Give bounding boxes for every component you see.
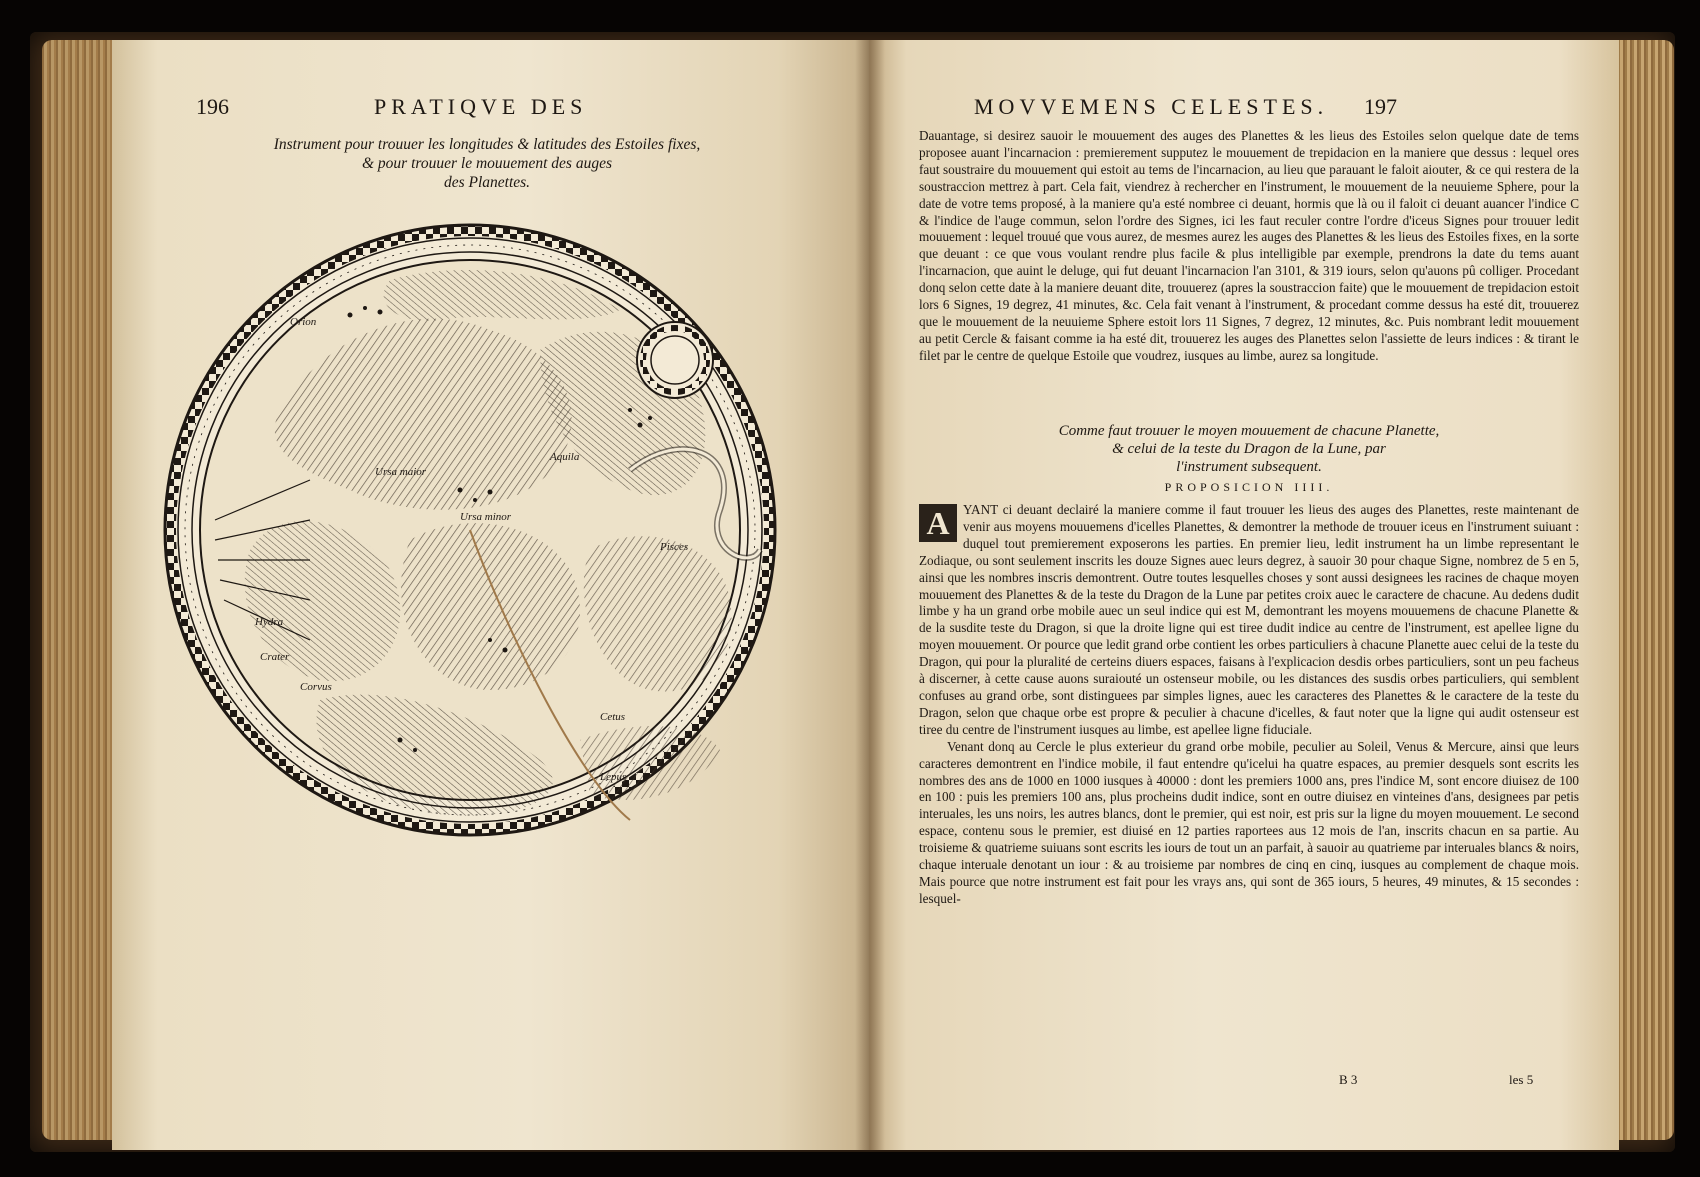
proposition-heading xyxy=(919,422,1579,476)
plate-label: Cetus xyxy=(600,711,626,723)
paragraph-2 xyxy=(919,502,1579,908)
signature-mark: B 3 xyxy=(1339,1072,1358,1087)
right-page xyxy=(869,40,1619,1150)
left-fore-edge xyxy=(42,40,122,1140)
plate-label: Ursa maior xyxy=(375,466,427,478)
plate-label: Pisces xyxy=(660,541,689,553)
caption-line-3: des Planettes. xyxy=(443,174,531,191)
plate-label: Corvus xyxy=(300,681,332,693)
paragraph-2-text: YANT ci deuant declairé la maniere comme il faut trouuer les lieus des auges des Planettes, reste maintenant de venir aus moyens mouuemens d'icelles Planettes, & demontrer la methode de trouuer iceus en l'instrument suiuant : duquel tout premierement exposerons les parties. En premier lieu, ledit instrument ha un limbe representant le Zodiaque, ou sont seulement inscrits les douze Signes auec leurs degrez, à sauoir 30 pour chaque Signe, nombrez de 5 en 5, ainsi que les nombres inscris demontrent. Outre toutes lesquelles choses y sont aussi designees les racines de chaque moyen mouuement des Planettes & de la teste du Dragon de la Lune par petites croix auec le caractere de chacune. Au dedens dudit limbe y ha un grand orbe mobile auec un seul indice qui est M, demontrant les moyens mouuemens de chacune Planette & de la susdite teste du Dragon, si que la droite ligne qui est tiree dudit indice au centre de l'instrument, est apellee ligne du moyen mouuement. Or pource que ledit grand orbe contient les orbes particuliers à chacune Planette auec celui de la teste du Dragon, qui pour la pluralité de certeins diuers espaces, faisans à l'explicacion desdis orbes particuliers, sont un peu facheus à discerner, à cette cause auons suraiouté un ostenseur mobile, ou les distances des susdis orbes particuliers, qui semblent confuses au grand orbe, sont distinguees par simples lignes, auec les caracteres des Planettes & le caractere de la teste du Dragon, selon que chaque orbe est propre & peculier à chacune d'icelles, & faut noter que la ligne qui audit ostenseur est tiree du centre de l'instrument iusques au limbe, est apellee ligne fiduciale. xyxy=(919,502,1579,737)
plate-label: Crater xyxy=(260,651,290,663)
caption-line-2: & pour trouuer le mouuement des auges xyxy=(362,155,612,172)
star-map-plate xyxy=(160,220,780,840)
plate-caption xyxy=(202,135,772,192)
paragraph-3-text: Venant donq au Cercle le plus exterieur du grand orbe mobile, peculier au Soleil, Venus & Mercure, ainsi que leurs caracteres demontrent en l'indice mobile, il faut entendre qu'icelui ha quatre espaces, au premier desquels sont escrits les nombres des ans de 1000 en 1000 iusques à 40000 : dont les premiers 1000 ans, pres l'indice M, sont encore diuisez de 100 en 100 : puis les premiers 100 ans, plus procheins dudit indice, sont en outre diuisez en vinteines d'ans, designees par petis interuales, les uns noirs, les autres blancs, dont le premier, qui est noir, est pris sur la ligne du moyen mouuement. Le second espace, contenu sous le premier, est diuisé en 12 parties raportees aus 12 mois de l'an, inscrits chacun en sa partie. Au troisieme & quatrieme suiuans sont escrits les iours de tout un an parfait, à sauoir au quatrieme par interuales blancs & noirs, chaque interuale denotant un iour : & au troisieme par nombres de cinq en cinq, iusques au complement de chaque mois. Mais pource que notre instrument est fait pour les vrays ans, qui sont de 365 iours, 5 heures, 49 minutes, & 15 secondes : lesquel- xyxy=(919,738,1579,906)
plate-label: Hydra xyxy=(255,616,284,628)
caption-line-1: Instrument pour trouuer les longitudes & latitudes des Estoiles fixes, xyxy=(273,136,701,153)
subheading-line-2: & celui de la teste du Dragon de la Lune, par xyxy=(1112,441,1386,457)
drop-capital: A xyxy=(919,504,957,542)
plate-label: Lepus xyxy=(600,771,627,783)
paragraph-1-text: Dauantage, si desirez sauoir le mouuement des auges des Planettes & les lieus des Estoiles selon quelque date de tems proposee auant l'incarnacion : premierement supputez le mouuement de trepidacion en la maniere que dessus : lequel ores faut soustraire du mouuement qui estoit au tems de l'incarnacion, au lieu que parauant le faloit aiouter, & ce qui restera de la soustraccion mettrez à part. Cela fait, viendrez à rechercher en l'instrument, le mouuement de la neuuieme Sphere, pour la date de votre tems proposé, à la maniere qu'a esté nombree ci deuant, hormis que là ou il faloit ci deuant auancer l'indice C & l'indice de l'auge commun, selon l'ordre des Signes, ici les faut reculer contre l'ordre d'iceus Signes pour trouuer ledit mouuement : lequel trouué que vous aurez, de mesmes aurez les auges des Planettes & les lieus des Estoiles fixes, en la sorte que deuant : ce que vous voulant rendre plus facile & plus intelligible par exemple, prendrons la date du tems auant l'incarnacion, que auint le deluge, qui fut deuant l'incarnacion l'an 3101, & 319 iours, selon qu'auons pû colliger. Procedant donq selon cette date à la maniere deuant dite, trouuerez (apres la soustraccion faite) que le mouuement de trepidacion estoit lors 6 Signes, 19 degrez, 41 minutes, &c. Cela fait venant à l'instrument, & procedant comme dessus ha esté dit, trouuerez que le mouuement de la neuuieme Sphere estoit lors 11 Signes, 7 degrez, 12 minutes, &c. Puis nombrant ledit mouuement au petit Cercle & faisant comme ia ha esté dit, trouuerez les auges des Planettes selon l'assiette de leurs indices : & tirant le filet par le centre de quelque Estoile que voudrez, iusques au limbe, aurez sa longitude. xyxy=(919,128,1579,363)
catchword: les 5 xyxy=(1509,1072,1534,1087)
right-running-head: MOVVEMENS CELESTES. xyxy=(974,94,1329,119)
right-page-number: 197 xyxy=(1364,94,1397,119)
right-fore-edge xyxy=(1618,40,1674,1140)
left-page xyxy=(112,40,869,1150)
proposition-number: PROPOSICION IIII. xyxy=(1164,480,1334,494)
left-running-head: PRATIQVE DES xyxy=(374,94,588,119)
subheading-line-1: Comme faut trouuer le moyen mouuement de chacune Planette, xyxy=(1058,423,1440,439)
paragraph-1 xyxy=(919,128,1579,365)
plate-label: Ursa minor xyxy=(460,511,512,523)
plate-label: Aquila xyxy=(550,451,580,463)
plate-label: Orion xyxy=(290,316,317,328)
left-page-number: 196 xyxy=(196,94,229,119)
subheading-line-3: l'instrument subsequent. xyxy=(1176,459,1322,475)
